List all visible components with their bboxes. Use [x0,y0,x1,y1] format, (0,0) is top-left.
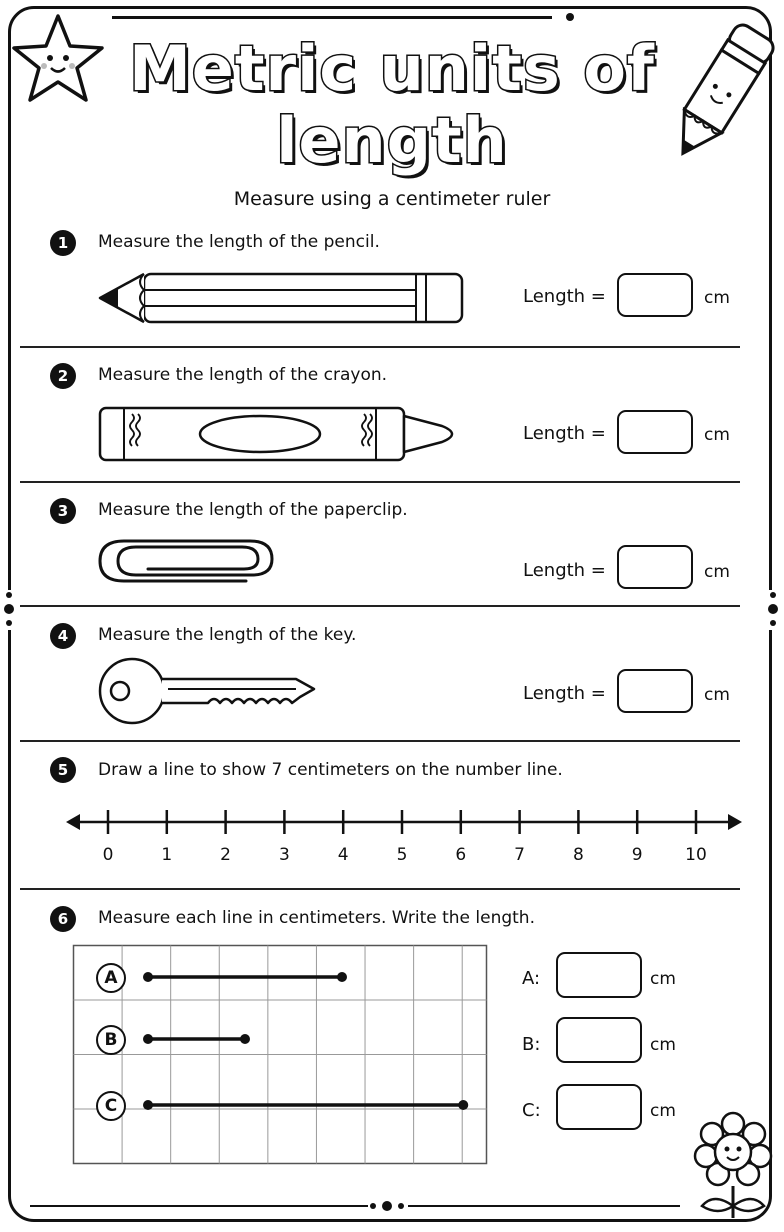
unit-label: cm [704,685,730,705]
flower-mascot-icon [690,1110,776,1220]
unit-label: cm [704,562,730,582]
unit-label: cm [650,1035,676,1055]
line-endpoint [458,1100,468,1110]
right-dot [770,620,776,626]
question-text: Measure each line in centimeters. Write the length. [98,908,535,928]
section-divider [20,605,740,607]
answer-box-b[interactable] [556,1017,642,1063]
answer-label-b: B: [522,1034,541,1055]
arrow-left-icon [66,814,80,830]
right-dot [770,592,776,598]
page-title-line2: length [276,104,508,177]
centimeter-grid [72,944,488,1168]
page-title-line1: Metric units of [129,32,655,105]
left-dot [6,592,12,598]
line-endpoint [143,972,153,982]
line-endpoint [240,1034,250,1044]
line-a-label: A [96,963,126,993]
number-line-tick-label: 3 [278,845,290,865]
number-line-tick-label: 7 [514,845,525,865]
answer-box-a[interactable] [556,952,642,998]
number-line-tick-label: 5 [396,845,408,865]
question-number: 3 [50,498,76,524]
line-c-label: C [96,1091,126,1121]
question-number: 6 [50,906,76,932]
length-label: Length = [523,560,606,581]
question-number: 2 [50,363,76,389]
question-text: Measure the length of the pencil. [98,232,380,252]
paperclip-icon [96,535,278,589]
section-divider [20,740,740,742]
unit-label: cm [650,969,676,989]
number-line-tick-label: 1 [161,845,173,865]
question-number: 1 [50,230,76,256]
right-dot [768,604,778,614]
bottom-decorative-line [30,1205,680,1207]
line-endpoint [143,1100,153,1110]
number-line-tick-label: 8 [572,845,584,865]
crayon-icon [96,404,466,464]
top-decorative-line [112,16,552,19]
number-line-tick-label: 10 [685,845,707,865]
pencil-icon [96,270,466,328]
number-line-tick-label: 9 [631,845,643,865]
number-line[interactable] [60,800,750,844]
top-dot-right [566,13,574,21]
section-divider [20,346,740,348]
question-number: 5 [50,757,76,783]
bottom-dot [382,1201,392,1211]
bottom-dot [398,1203,404,1209]
left-dot [6,620,12,626]
question-text: Measure the length of the key. [98,625,357,645]
unit-label: cm [704,288,730,308]
left-dot [4,604,14,614]
answer-box-pencil[interactable] [617,273,693,317]
length-label: Length = [523,423,606,444]
question-number: 4 [50,623,76,649]
line-endpoint [337,972,347,982]
line-b-label: B [96,1025,126,1055]
page-subtitle: Measure using a centimeter ruler [233,188,551,210]
answer-label-c: C: [522,1100,541,1121]
section-divider [20,888,740,890]
length-label: Length = [523,683,606,704]
answer-box-crayon[interactable] [617,410,693,454]
line-endpoint [143,1034,153,1044]
number-line-tick-label: 2 [220,845,231,865]
question-text: Draw a line to show 7 centimeters on the number line. [98,760,563,780]
answer-box-paperclip[interactable] [617,545,693,589]
question-text: Measure the length of the crayon. [98,365,388,385]
bottom-dot [370,1203,376,1209]
answer-label-a: A: [522,968,541,989]
arrow-right-icon [728,814,742,830]
number-line-tick-label: 0 [102,845,114,865]
answer-box-key[interactable] [617,669,693,713]
length-label: Length = [523,286,606,307]
unit-label: cm [704,425,730,445]
key-icon [96,655,320,727]
question-text: Measure the length of the paperclip. [98,500,408,520]
number-line-tick-label: 6 [455,845,467,865]
answer-box-c[interactable] [556,1084,642,1130]
section-divider [20,481,740,483]
unit-label: cm [650,1101,676,1121]
number-line-tick-label: 4 [337,845,349,865]
